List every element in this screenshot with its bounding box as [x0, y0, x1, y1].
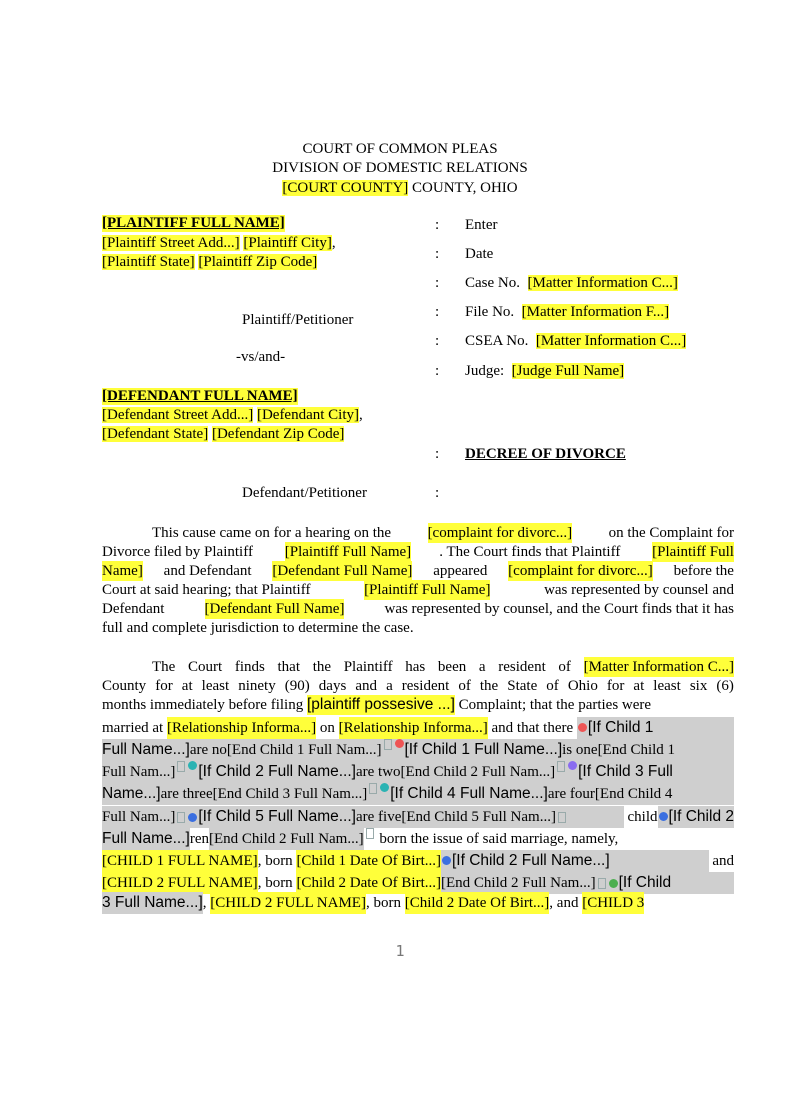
if-child-2-condition[interactable]: [If Child 2 Full Name...] — [198, 763, 356, 780]
field-marker-icon — [177, 761, 185, 772]
text: This cause came on for a hearing on the — [152, 525, 395, 541]
word: has — [405, 659, 426, 675]
word: resident — [498, 659, 546, 675]
text: Court at said hearing; that Plaintiff — [102, 582, 315, 598]
text: Divorce filed by Plaintiff — [102, 544, 257, 560]
para2-line3 — [102, 695, 734, 715]
court-name: COURT OF COMMON PLEAS — [302, 141, 498, 157]
text: is one — [562, 742, 598, 758]
court-county-suffix: COUNTY, OHIO — [408, 180, 518, 196]
child-3-name-field[interactable]: [CHILD 3 — [582, 892, 644, 914]
word: County — [102, 678, 147, 694]
field-marker-icon — [369, 783, 377, 794]
para2-line9 — [102, 828, 734, 850]
condition-marker-icon — [395, 739, 404, 748]
condition-marker-icon — [442, 856, 451, 865]
para2-line11 — [102, 872, 734, 894]
text: are four — [547, 786, 595, 802]
caption-colon: : — [435, 304, 440, 320]
text: was represented by counsel, and the Court finds that it has — [380, 601, 734, 617]
condition-marker-icon — [380, 783, 389, 792]
end-condition-field[interactable]: [End Child 2 Full Nam...] — [400, 764, 556, 780]
condition-text[interactable]: Full Name...] — [102, 828, 190, 850]
caption-colon: : — [435, 485, 440, 501]
county-field[interactable]: [Matter Information C...] — [583, 659, 734, 675]
text: , born — [257, 853, 297, 869]
text: before the — [669, 563, 734, 579]
if-child-5-condition[interactable]: [If Child 5 Full Name...] — [198, 808, 356, 825]
text: , and — [549, 895, 583, 911]
para1-line5 — [102, 599, 734, 619]
word: Plaintiff — [343, 659, 393, 675]
text: are five — [355, 809, 402, 825]
para2-line5 — [102, 739, 734, 761]
plaintiff-street-field[interactable]: [Plaintiff Street Add...] — [102, 235, 240, 251]
text: ren — [189, 831, 210, 847]
court-county-field[interactable]: [COURT COUNTY] — [282, 180, 409, 196]
defendant-street-field[interactable]: [Defendant Street Add...] — [102, 407, 254, 423]
relationship-info-field[interactable]: [Relationship Informa...] — [339, 717, 488, 739]
defendant-address-line2 — [102, 426, 344, 443]
condition-marker-icon — [188, 761, 197, 770]
end-condition-field[interactable]: [End Child 5 Full Nam...] — [401, 809, 556, 825]
caption-colon: : — [435, 275, 440, 291]
plaintiff-possessive-field[interactable]: [plaintiff possesive ...] — [306, 696, 455, 713]
word: (6) — [716, 678, 734, 694]
judge-row — [465, 363, 624, 380]
text: and — [708, 853, 734, 869]
defendant-city-field[interactable]: [Defendant City] — [256, 407, 360, 423]
text: on the Complaint for — [604, 525, 734, 541]
word: at — [633, 678, 645, 694]
end-condition-field[interactable]: [End Child 3 Full Nam...] — [212, 786, 368, 802]
defendant-role: Defendant/Petitioner — [242, 485, 367, 501]
csea-number-row — [465, 333, 686, 350]
plaintiff-role: Plaintiff/Petitioner — [242, 312, 354, 328]
versus-label: -vs/and- — [236, 349, 286, 365]
word: and — [355, 678, 378, 694]
field-marker-icon — [384, 739, 392, 750]
end-condition-field[interactable]: [End Child 2 Full Nam...] — [209, 828, 364, 850]
text: are three — [160, 786, 213, 802]
if-child-1-condition[interactable] — [577, 717, 734, 739]
if-child-1-condition[interactable]: [If Child 1 Full Name...] — [404, 741, 563, 758]
condition-marker-icon — [578, 723, 587, 732]
case-number-label: Case No. — [465, 275, 520, 291]
word: resident — [401, 678, 450, 694]
end-condition-field[interactable]: Full Nam...] — [102, 809, 176, 825]
text: months immediately before filing — [102, 697, 307, 713]
enter-label: Enter — [465, 217, 498, 233]
if-child-2-condition[interactable] — [441, 850, 709, 872]
file-number-label: File No. — [465, 304, 515, 320]
child-1-name-field[interactable]: [CHILD 1 FULL NAME] — [102, 850, 258, 872]
word: at — [181, 678, 193, 694]
field-marker-icon — [598, 878, 606, 889]
text: on — [316, 720, 339, 736]
condition-text[interactable]: 3 Full Name...] — [102, 892, 203, 914]
plaintiff-full-name-field[interactable]: Name] — [102, 563, 143, 579]
text: are no — [189, 742, 227, 758]
para2-line10 — [102, 850, 734, 872]
word: ninety — [238, 678, 276, 694]
condition-marker-icon — [609, 879, 618, 888]
text: born the issue of said marriage, namely, — [375, 831, 619, 847]
court-division: DIVISION OF DOMESTIC RELATIONS — [272, 160, 528, 176]
word: a — [478, 659, 486, 675]
plaintiff-full-name-field[interactable]: [Plaintiff Full Name] — [364, 582, 491, 598]
text: . The Court finds that Plaintiff — [439, 544, 625, 560]
file-number-field[interactable]: [Matter Information F...] — [521, 304, 670, 320]
child-2-name-field[interactable]: [CHILD 2 FULL NAME] — [102, 872, 258, 894]
complaint-type-field[interactable]: [complaint for divorc...] — [508, 563, 653, 579]
word: the — [479, 678, 499, 694]
word: Court — [188, 659, 223, 675]
caption-colon: : — [435, 246, 440, 262]
date-label: Date — [465, 246, 494, 262]
condition-marker-icon — [568, 761, 577, 770]
document-title: DECREE OF DIVORCE — [465, 446, 626, 462]
condition-marker-icon — [659, 812, 668, 821]
plaintiff-full-name-field[interactable]: [Plaintiff Full Name] — [284, 544, 412, 560]
conditional-block — [441, 872, 734, 894]
page-number: 1 — [395, 942, 405, 960]
para1-line3 — [102, 561, 734, 581]
word: days — [318, 678, 347, 694]
end-condition-field[interactable]: [End Child 1 Full Nam...] — [226, 742, 382, 758]
text: and that there — [487, 720, 577, 736]
field-marker-icon — [558, 812, 566, 823]
plaintiff-address-line1: [Plaintiff Street Add...] [Plaintiff City], — [102, 235, 336, 251]
word: that — [277, 659, 301, 675]
plaintiff-address-line2 — [102, 254, 317, 271]
if-child-3-condition[interactable]: [If Child — [618, 874, 672, 891]
conditional-block — [102, 806, 624, 828]
condition-marker-icon — [188, 813, 197, 822]
para2-line6 — [102, 761, 734, 783]
para1-line4 — [102, 580, 734, 600]
field-marker-icon — [177, 812, 185, 823]
judge-label: Judge: — [465, 363, 505, 379]
para1-line2 — [102, 542, 734, 562]
word: a — [386, 678, 393, 694]
caption-colon: : — [435, 446, 440, 462]
case-number-field[interactable]: [Matter Information C...] — [527, 275, 678, 291]
word: least — [653, 678, 681, 694]
text: was represented by counsel and — [540, 582, 734, 598]
word: The — [152, 659, 176, 675]
condition-text: [If Child 2 Full Name...] — [452, 852, 610, 869]
para2-line8 — [102, 806, 734, 828]
word: Ohio — [567, 678, 598, 694]
para2-line7 — [102, 783, 734, 805]
text: full and complete jurisdiction to determine the case. — [102, 620, 414, 636]
defendant-name-field[interactable]: [DEFENDANT FULL NAME] — [102, 388, 298, 404]
end-condition-field[interactable]: Full Nam...] — [102, 764, 176, 780]
field-marker-icon — [366, 828, 374, 839]
para2-line2 — [102, 676, 734, 696]
complaint-type-field[interactable]: [complaint for divorc...] — [427, 525, 573, 541]
condition-text[interactable]: Name...] — [102, 785, 161, 802]
child-1-dob-field[interactable]: [Child 1 Date Of Birt...] — [296, 850, 441, 872]
defendant-full-name-field[interactable]: [Defendant Full Name] — [272, 563, 413, 579]
condition-text: [If Child 2 — [668, 808, 734, 825]
word: been — [437, 659, 467, 675]
word: the — [312, 659, 332, 675]
file-number-row — [465, 304, 669, 321]
plaintiff-full-name-field[interactable]: [Plaintiff Full — [652, 544, 734, 560]
caption-colon: : — [435, 217, 440, 233]
para2-line12 — [102, 892, 734, 914]
para1-line6 — [102, 618, 734, 638]
csea-number-label: CSEA No. — [465, 333, 529, 349]
word: of — [558, 659, 571, 675]
end-condition-field[interactable]: [End Child 2 Full Nam...] — [441, 875, 596, 891]
end-condition-field[interactable]: [End Child 4 — [594, 786, 673, 802]
condition-text[interactable]: Full Name...] — [102, 741, 190, 758]
text: married at — [102, 720, 167, 736]
text: , — [202, 895, 211, 911]
word: of — [546, 678, 559, 694]
plaintiff-name-field[interactable]: [PLAINTIFF FULL NAME] — [102, 215, 285, 231]
condition-text: [If Child 1 — [587, 719, 654, 736]
word: of — [458, 678, 471, 694]
relationship-info-field[interactable]: [Relationship Informa...] — [167, 717, 316, 739]
plaintiff-zip-field[interactable]: [Plaintiff Zip Code] — [198, 254, 318, 270]
defendant-full-name-field[interactable]: [Defendant Full Name] — [204, 601, 345, 617]
word: least — [201, 678, 230, 694]
plaintiff-city-field[interactable]: [Plaintiff City] — [243, 235, 332, 251]
if-child-2-condition[interactable] — [658, 806, 734, 828]
word: for — [606, 678, 625, 694]
word: State — [507, 678, 538, 694]
judge-name-field[interactable]: [Judge Full Name] — [511, 363, 625, 379]
field-marker-icon — [557, 761, 565, 772]
para1-line1 — [152, 523, 734, 543]
child-2-dob-field[interactable]: [Child 2 Date Of Birt...] — [405, 892, 550, 914]
case-number-row — [465, 275, 678, 292]
plaintiff-state-field[interactable]: [Plaintiff State] — [102, 254, 195, 270]
text: are two — [355, 764, 401, 780]
if-child-4-condition[interactable]: [If Child 4 Full Name...] — [390, 785, 548, 802]
text: and Defendant — [159, 563, 256, 579]
defendant-address-line1: [Defendant Street Add...] [Defendant City], — [102, 407, 363, 423]
word: finds — [234, 659, 265, 675]
caption-colon: : — [435, 333, 440, 349]
end-condition-field[interactable]: [End Child 1 — [597, 742, 676, 758]
text: child — [623, 809, 658, 825]
csea-number-field[interactable]: [Matter Information C...] — [535, 333, 687, 349]
text: , born — [257, 875, 297, 891]
word: six — [689, 678, 708, 694]
text: Defendant — [102, 601, 169, 617]
defendant-state-field[interactable]: [Defendant State] — [102, 426, 209, 442]
defendant-zip-field[interactable]: [Defendant Zip Code] — [211, 426, 345, 442]
caption-colon: : — [435, 363, 440, 379]
text: Complaint; that the parties were — [454, 697, 652, 713]
if-child-3-condition[interactable]: [If Child 3 Full — [578, 763, 673, 780]
word: for — [155, 678, 173, 694]
text: appeared — [429, 563, 492, 579]
child-2-name-field[interactable]: [CHILD 2 FULL NAME] — [210, 892, 366, 914]
word: (90) — [284, 678, 310, 694]
court-county-line — [0, 178, 800, 198]
para2-line1 — [152, 657, 734, 677]
para2-line4 — [102, 717, 734, 739]
child-2-dob-field[interactable]: [Child 2 Date Of Birt...] — [296, 872, 441, 894]
text: , born — [365, 895, 405, 911]
